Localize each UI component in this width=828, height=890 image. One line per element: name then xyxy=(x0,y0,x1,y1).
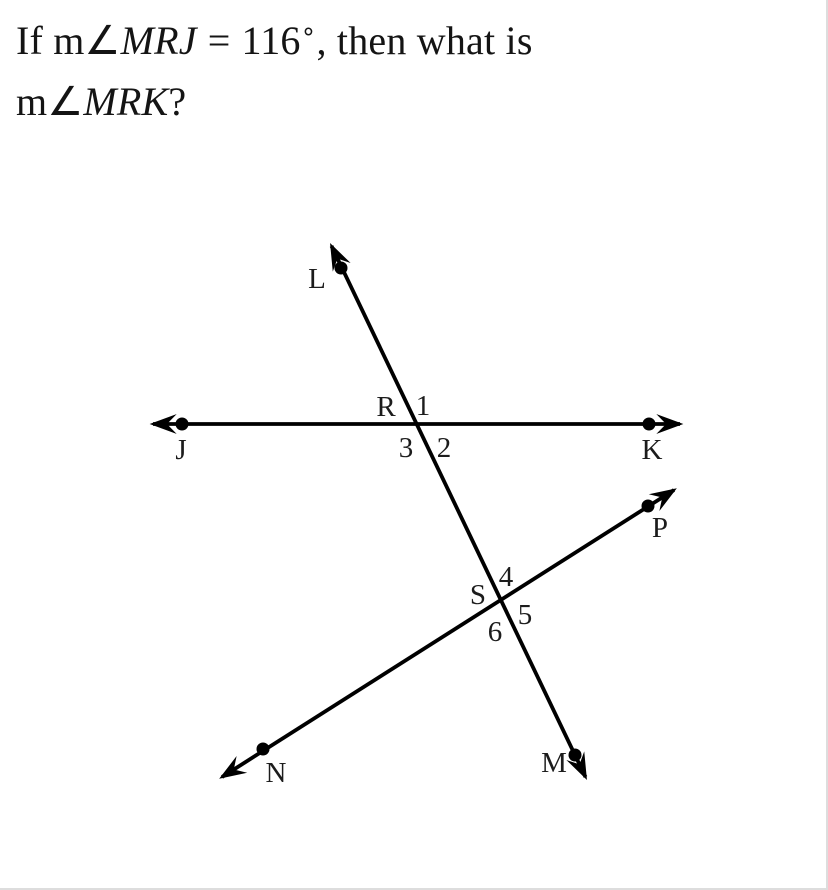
point-label-l: L xyxy=(308,263,326,295)
angle-label-4: 4 xyxy=(498,561,514,593)
angle-label-2: 2 xyxy=(436,432,452,464)
point-j-dot xyxy=(176,418,189,431)
question-tail-1: , then what is xyxy=(316,18,533,63)
question-lead-2: m∠ xyxy=(16,79,84,124)
point-label-r: R xyxy=(376,391,396,423)
point-n-dot xyxy=(257,743,270,756)
point-k-dot xyxy=(643,418,656,431)
point-label-m: M xyxy=(541,747,567,779)
point-p-dot xyxy=(642,500,655,513)
angle-label-1: 1 xyxy=(415,390,431,422)
point-label-n: N xyxy=(265,757,287,789)
angle-label-6: 6 xyxy=(487,616,503,648)
point-m-dot xyxy=(569,749,582,762)
angle-label-3: 3 xyxy=(398,432,414,464)
angle-measure-value: 116 xyxy=(241,18,301,63)
angle-label-5: 5 xyxy=(517,599,533,631)
degree-symbol: ∘ xyxy=(300,18,317,45)
point-label-s: S xyxy=(469,579,487,611)
point-label-p: P xyxy=(651,512,669,544)
point-label-k: K xyxy=(641,434,663,466)
angle-name-mrj: MRJ xyxy=(120,18,197,63)
line-np xyxy=(222,490,674,777)
equals-sign: = xyxy=(207,18,231,63)
question-mark: ? xyxy=(168,79,187,124)
line-lm xyxy=(332,246,586,777)
question-lead: If m∠ xyxy=(16,18,121,63)
angle-name-mrk: MRK xyxy=(83,79,169,124)
point-l-dot xyxy=(335,262,348,275)
point-label-j: J xyxy=(175,434,187,466)
